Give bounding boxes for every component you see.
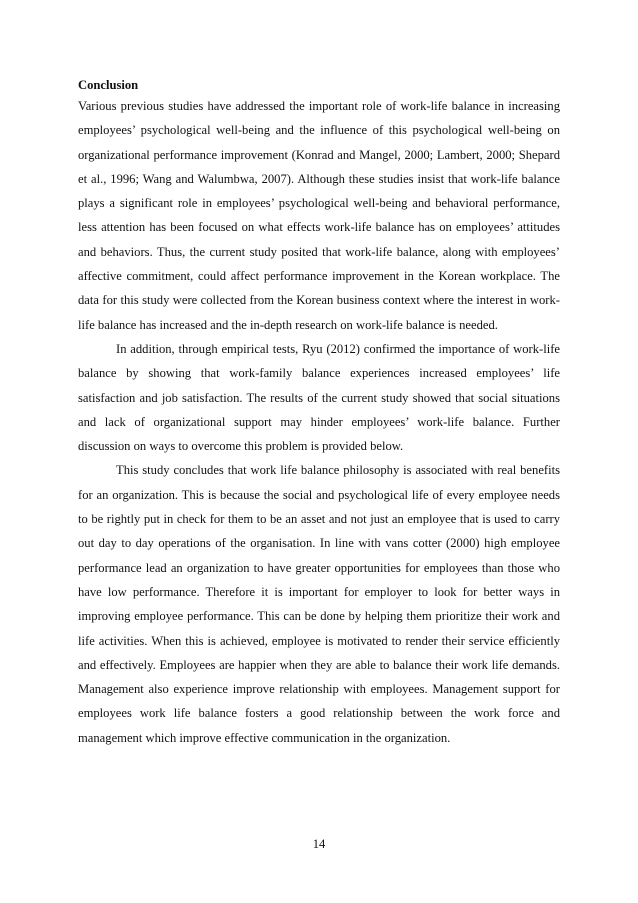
section-heading: Conclusion (78, 78, 139, 92)
paragraph-3: This study concludes that work life balance philosophy is associated with real benefits for an organization. This is because the social and psychological life of every employee needs to be rightly put in check for them to be an asset and not just an employee that is used to carry out day to day operations of the organisation. In line with vans cotter (2000) high employee performance lead an organization to have greater opportunities for employees than those who have low performance. Therefore it is important for employer to look for better ways in improving employee performance. This can be done by helping them prioritize their work and life activities. When this is achieved, employee is motivated to render their service efficiently and effectively. Employees are happier when they are able to balance their work life demands. Management also experience improve relationship with employees. Management support for employees work life balance fosters a good relationship between the work force and management which improve effective communication in the organization. (78, 463, 560, 745)
paragraph-2: In addition, through empirical tests, Ryu (2012) confirmed the importance of work-life balance by showing that work-family balance experiences increased employees’ life satisfaction and job satisfaction. The results of the current study showed that social situations and lack of organizational support may hinder employees’ work-life balance. Further discussion on ways to overcome this problem is provided below. (78, 341, 560, 454)
page-number: 14 (312, 837, 326, 851)
page-content (78, 76, 560, 750)
paragraph-1: Various previous studies have addressed the important role of work-life balance in increasing employees’ psychological well-being and the influence of this psychological well-being on organizational performance improvement (Konrad and Mangel, 2000; Lambert, 2000; Shepard et al., 1996; Wang and Walumbwa, 2007). Although these studies insist that work-life balance plays a significant role in employees’ psychological well-being and behavioral performance, less attention has been focused on what effects work-life balance has on employees’ attitudes and behaviors. Thus, the current study posited that work-life balance, along with employees’ affective commitment, could affect performance improvement in the Korean workplace. The data for this study were collected from the Korean business context where the interest in work-life balance has increased and the in-depth research on work-life balance is needed. (78, 99, 560, 332)
